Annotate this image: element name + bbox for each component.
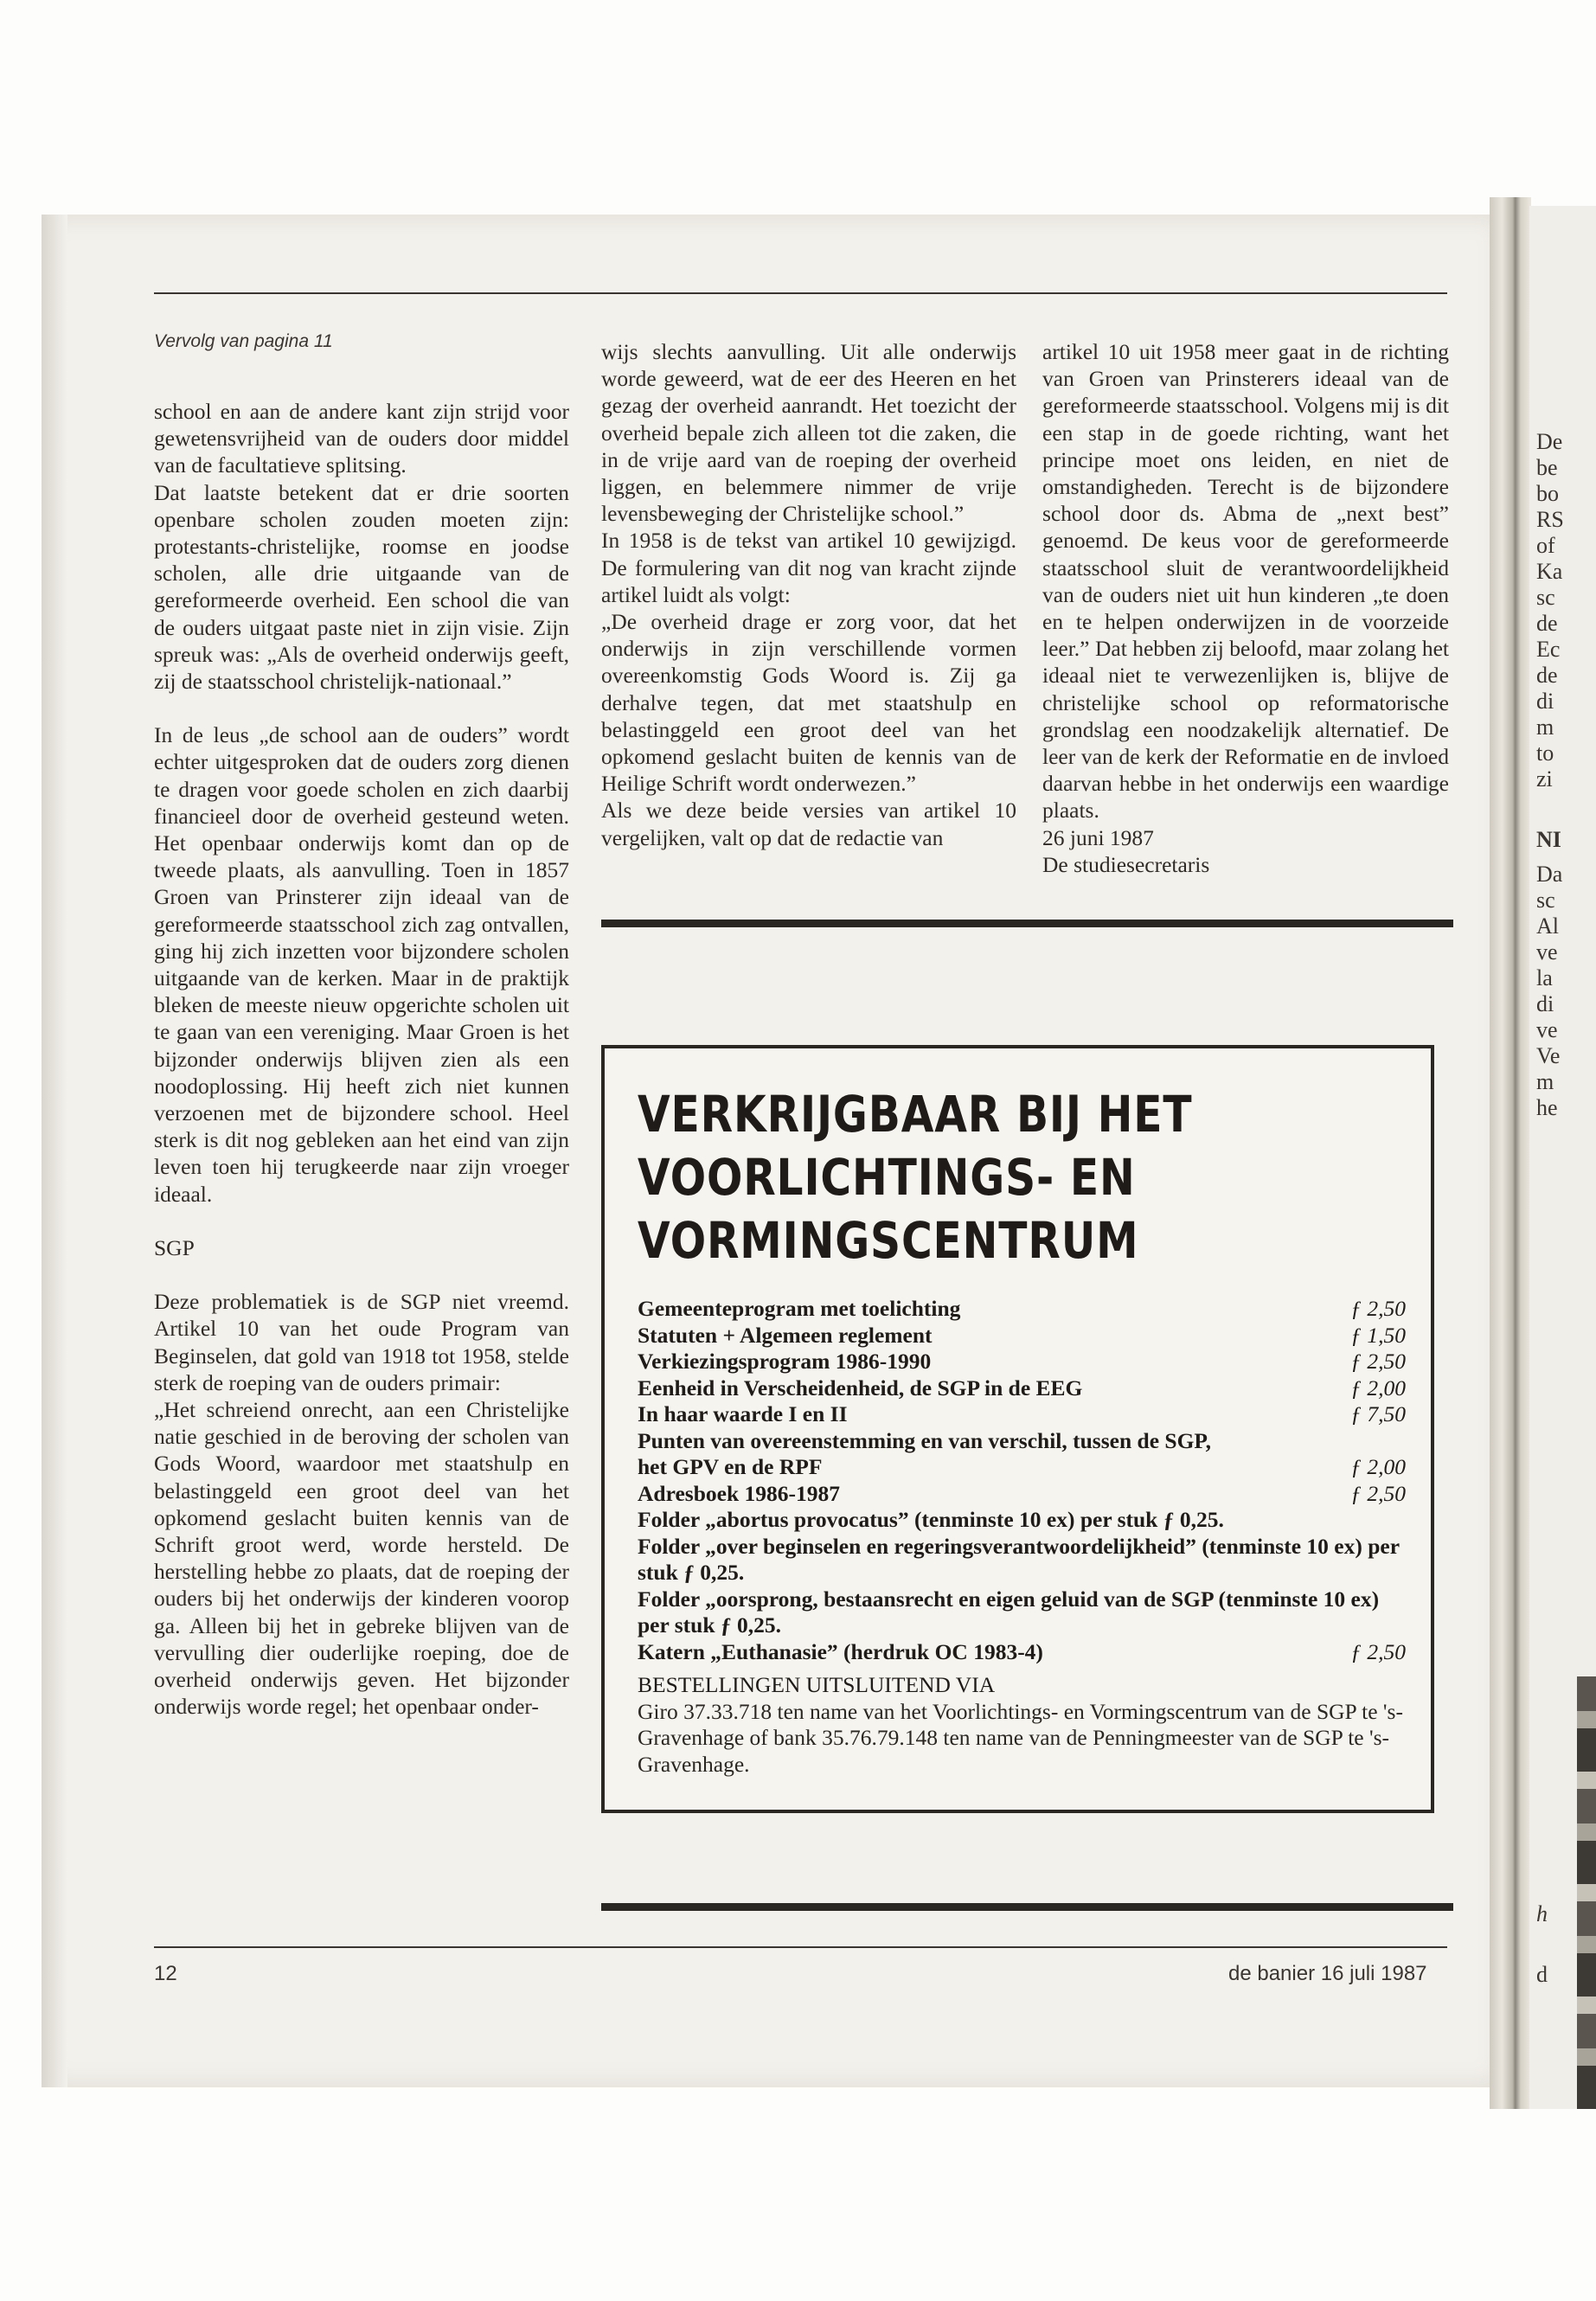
list-item — [638, 1481, 1406, 1508]
item-price: ƒ 2,00 — [1350, 1454, 1406, 1479]
fragment-text: RS — [1536, 507, 1564, 532]
top-rule — [154, 292, 1447, 294]
fragment-text: he — [1536, 1095, 1558, 1120]
fragment-text: sc — [1536, 585, 1555, 610]
orders-text: Giro 37.33.718 ten name van het Voorlichtings- en Vormingscentrum van de SGP te 's-Gravenhage of bank 35.76.79.148 ten name van de Penningmeester van de SGP te 's-Gravenhage. — [638, 1698, 1403, 1777]
fragment-text: la — [1536, 965, 1553, 990]
list-item — [638, 1323, 1406, 1349]
column-1 — [154, 398, 569, 1720]
item-name: Gemeenteprogram met toelichting — [638, 1296, 961, 1321]
quote-paragraph: wijs slechts aanvulling. Uit alle onderwijs worde geweerd, wat de eer des Heeren en het gezag der overheid aanrandt. Het toezicht der overheid bepale zich alleen tot die zaken, die in de vrije aard van de roeping der overheid liggen, en belemmere nimmer de vrije levensbeweging der Christelijke school.” — [601, 339, 1016, 527]
signature: De studiesecretaris — [1042, 851, 1210, 877]
paragraph: school en aan de andere kant zijn strijd voor gewetensvrijheid van de ouders door middel van de facultatieve splitsing. — [154, 399, 569, 478]
folder-item: Folder „over beginselen en regeringsverantwoordelijkheid” (tenminste 10 ex) per stuk ƒ 0,25. — [638, 1533, 1400, 1585]
item-name: Punten van overeenstemming en van verschil, tussen de SGP, — [638, 1427, 1212, 1453]
section-heading: SGP — [154, 1234, 195, 1260]
fragment-text: Da — [1536, 862, 1563, 887]
fragment-text: de — [1536, 663, 1558, 688]
fragment-text: di — [1536, 689, 1554, 714]
bottom-rule — [154, 1946, 1447, 1948]
paragraph: artikel 10 uit 1958 meer gaat in de richting van Groen van Prinsterers ideaal van de gereformeerde staatsschool. Volgens mij is dit een stap in de goede richting, want het principe moet ons leiden, en niet de omstandigheden. Terecht is de bijzondere school door ds. Abma de „next best” genoemd. De keus voor de gereformeerde staatsschool sluit de verantwoordelijkheid van de ouders niet uit hun kinderen „te doen en te helpen onderwijzen in de voorzeide leer.” Dat hebben zij beloofd, maar zolang het ideaal niet te verwezenlijken is, blijve de christelijke school op reformatorische grondslag een noodzakelijk alternatief. De leer van de kerk der Reformatie en de invloed daarvan hebbe in het onderwijs een waardige plaats. — [1042, 339, 1449, 824]
paragraph: In de leus „de school aan de ouders” wordt echter uitgesproken dat de ouders zorg dienen te dragen voor goede scholen en zich daarbij financieel door de overheid gesteund weten. Het openbaar onderwijs komt dan op de tweede plaats, als aanvulling. Toen in 1857 Groen van Prinsterer zijn ideaal van de gereformeerde staatsschool zich zag ontvallen, ging hij zich inzetten voor bijzondere scholen uitgaande van de kerken. Maar in de praktijk bleken de meeste nieuw opgerichte scholen uit te gaan van een vereniging. Maar Groen is het bijzonder onderwijs blijven zien als een noodoplossing. Hij heeft zich niet kunnen verzoenen met de bijzondere school. Heel sterk is dit nog gebleken aan het eind van zijn leven toen hij terugkeerde naar zijn vroeger ideaal. — [154, 722, 569, 1207]
fragment-text: NI — [1536, 827, 1561, 852]
fragment-text: Ve — [1536, 1043, 1561, 1068]
date: 26 juni 1987 — [1042, 824, 1154, 850]
divider-rule — [601, 920, 1453, 927]
divider-rule — [601, 1903, 1453, 1911]
paragraph: Als we deze beide versies van artikel 10 vergelijken, valt op dat de redactie van — [601, 798, 1016, 850]
paragraph: In 1958 is de tekst van artikel 10 gewijzigd. De formulering van dit nog van kracht zijnde artikel luidt als volgt: — [601, 528, 1016, 607]
fragment-text: di — [1536, 991, 1554, 1016]
page-edge-shadow — [42, 215, 67, 2087]
next-page-fragment — [1529, 206, 1596, 2109]
folder-item: Folder „oorsprong, bestaansrecht en eigen geluid van de SGP (tenminste 10 ex) per stuk ƒ 0,25. — [638, 1586, 1380, 1638]
column-3 — [1042, 338, 1449, 878]
list-item — [638, 1296, 1406, 1323]
item-price: ƒ 2,50 — [1350, 1480, 1406, 1506]
fragment-text: de — [1536, 611, 1558, 636]
fragment-text: d — [1536, 1962, 1548, 1987]
paragraph: Deze problematiek is de SGP niet vreemd. Artikel 10 van het oude Program van Beginselen, dat gold van 1918 tot 1958, stelde sterk de roeping van de ouders primair: — [154, 1289, 569, 1395]
quote-paragraph: „De overheid drage er zorg voor, dat het onderwijs in zijn verschillende vormen overeenkomstig Gods Woord is. Zij ga derhalve tegen, dat met staatshulp en belastinggeld een groot deel van het opkomend geslacht buiten de kennis van de Heilige Schrift wordt onderwezen.” — [601, 609, 1016, 797]
fragment-text: of — [1536, 533, 1555, 558]
photo-edge — [1577, 1676, 1596, 2109]
item-price: ƒ 2,00 — [1350, 1375, 1406, 1400]
folder-item: Folder „abortus provocatus” (tenminste 10 ex) per stuk ƒ 0,25. — [638, 1507, 1224, 1532]
quote-paragraph: „Het schreiend onrecht, aan een Christelijke natie geschied in de beroving der scholen van Gods Woord, waardoor met staatshulp en belastinggeld een groot deel van het opkomend geslacht buiten kennis van de Schrift groot werd, worde hersteld. De herstelling hebbe zo plaats, dat de roeping der ouders bij het onderwijs der kinderen voorop ga. Alleen bij het in gebreke blijven van de vervulling dier ouderlijke roeping, doe de overheid onderwijs geven. Het bijzonder onderwijs worde regel; het openbaar onder- — [154, 1396, 569, 1720]
item-name: Verkiezingsprogram 1986-1990 — [638, 1349, 932, 1374]
price-list — [638, 1296, 1406, 1778]
headline-line: VERKRIJGBAAR BIJ HET — [638, 1085, 1193, 1144]
headline-line: VOORLICHTINGS- EN — [638, 1148, 1136, 1207]
item-price: ƒ 7,50 — [1350, 1401, 1406, 1426]
headline-line: VORMINGSCENTRUM — [638, 1211, 1139, 1270]
fragment-text: ve — [1536, 939, 1558, 965]
page-number: 12 — [154, 1962, 177, 1985]
fragment-text: De — [1536, 429, 1563, 454]
fragment-text: to — [1536, 740, 1554, 766]
item-price: ƒ 2,50 — [1350, 1638, 1406, 1664]
item-name: Eenheid in Verscheidenheid, de SGP in de EEG — [638, 1375, 1083, 1400]
item-name: het GPV en de RPF — [638, 1454, 823, 1479]
fragment-text: Ec — [1536, 637, 1561, 662]
column-2 — [601, 338, 1016, 851]
list-item — [638, 1349, 1406, 1375]
fragment-text: Al — [1536, 913, 1559, 939]
fragment-text: m — [1536, 1069, 1554, 1094]
fragment-text: bo — [1536, 481, 1559, 506]
fragment-text: Ka — [1536, 559, 1563, 584]
item-price: ƒ 1,50 — [1350, 1322, 1406, 1348]
item-name: Katern „Euthanasie” (herdruk OC 1983-4) — [638, 1638, 1043, 1664]
item-price: ƒ 2,50 — [1350, 1349, 1406, 1374]
list-item — [638, 1401, 1406, 1428]
fragment-text: m — [1536, 715, 1554, 740]
publication-footer: de banier 16 juli 1987 — [1228, 1962, 1427, 1985]
book-gutter — [1490, 197, 1531, 2109]
paragraph: Dat laatste betekent dat er drie soorten openbare scholen zouden moeten zijn: protestants-christelijke, roomse en joodse scholen, alle drie uitgaande van de gereformeerde overheid. Een school die van de ouders uitgaat paste niet in zijn visie. Zijn spreuk was: „Als de overheid onderwijs geeft, zij de staatsschool christelijk-nationaal.” — [154, 479, 569, 695]
fragment-text: be — [1536, 455, 1558, 480]
orders-title: BESTELLINGEN UITSLUITEND VIA — [638, 1672, 996, 1697]
continuation-label: Vervolg van pagina 11 — [154, 331, 333, 351]
fragment-text: ve — [1536, 1017, 1558, 1042]
item-price: ƒ 2,50 — [1350, 1296, 1406, 1321]
fragment-text: sc — [1536, 888, 1555, 913]
fragment-text: zi — [1536, 766, 1553, 792]
fragment-text: h — [1536, 1901, 1548, 1926]
list-item — [638, 1639, 1406, 1666]
advertisement-box — [601, 1045, 1434, 1813]
list-item — [638, 1428, 1406, 1481]
ad-headline — [638, 1083, 1292, 1272]
item-name: Adresboek 1986-1987 — [638, 1480, 840, 1506]
item-name: Statuten + Algemeen reglement — [638, 1322, 933, 1348]
item-name: In haar waarde I en II — [638, 1401, 848, 1426]
list-item — [638, 1375, 1406, 1402]
